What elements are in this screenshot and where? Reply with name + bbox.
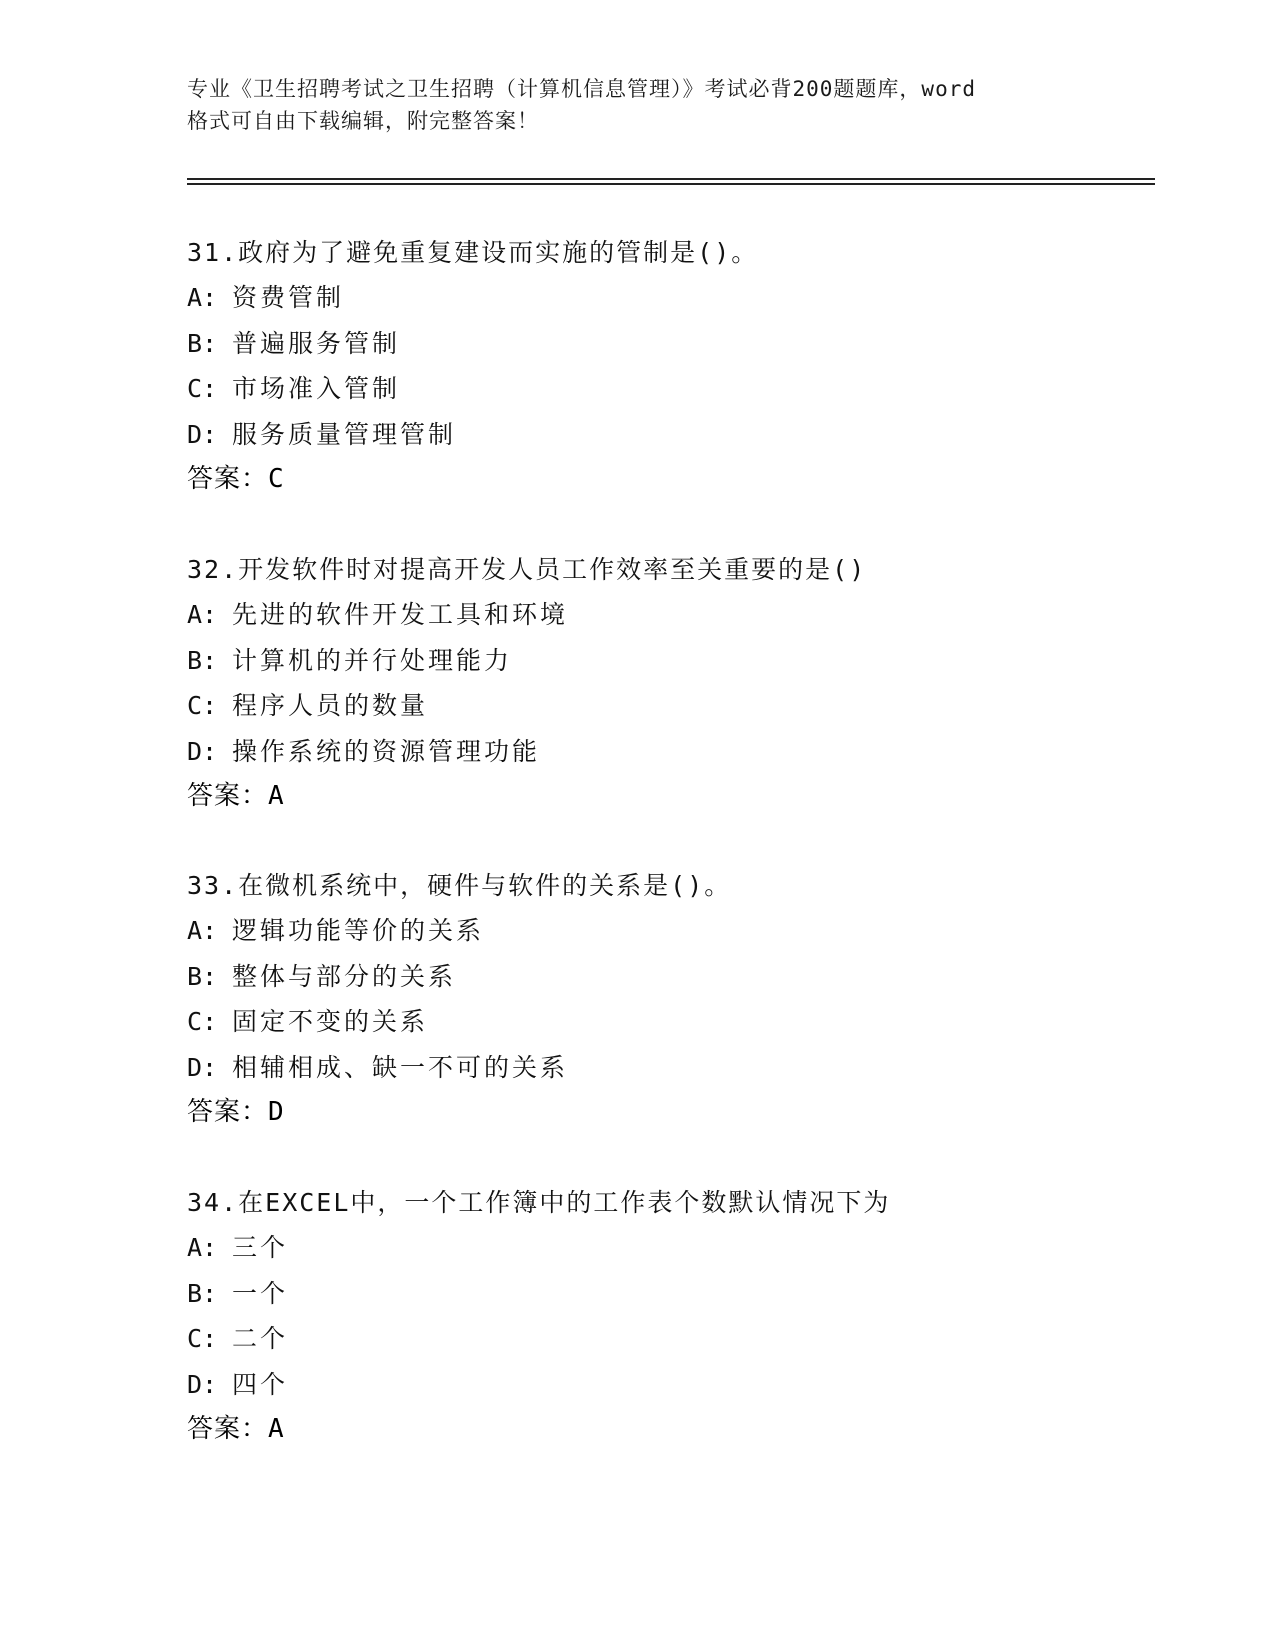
option-key: B: (187, 328, 218, 358)
option-key: D: (187, 1052, 218, 1082)
option-text: 计算机的并行处理能力 (232, 645, 513, 675)
answer-line (187, 1090, 1147, 1135)
answer-value: A (268, 781, 285, 811)
header-divider-bottom (187, 183, 1155, 185)
option-a (187, 908, 1147, 954)
answer-value: A (268, 1414, 285, 1444)
option-text: 程序人员的数量 (232, 691, 429, 720)
option-text: 普遍服务管制 (232, 328, 401, 358)
header-line-1: 专业《卫生招聘考试之卫生招聘（计算机信息管理）》考试必背200题题库，word (187, 77, 976, 101)
option-b (187, 954, 1147, 1000)
option-key: A: (187, 600, 218, 629)
answer-label: 答案： (187, 1097, 269, 1127)
option-key: B: (187, 645, 218, 675)
option-text: 一个 (232, 1278, 289, 1308)
option-key: B: (187, 961, 218, 991)
option-key: D: (187, 419, 218, 449)
option-c (187, 1316, 1147, 1362)
question-block (187, 547, 1147, 819)
option-c (187, 999, 1147, 1045)
question-block (187, 1180, 1147, 1452)
question-stem: 32.开发软件时对提高开发人员工作效率至关重要的是() (187, 555, 867, 584)
document-header (187, 73, 1087, 137)
option-key: B: (187, 1278, 218, 1308)
answer-label: 答案： (187, 464, 269, 494)
question-stem: 31.政府为了避免重复建设而实施的管制是()。 (187, 238, 759, 267)
option-b (187, 1271, 1147, 1317)
answer-line (187, 457, 1147, 502)
option-text: 整体与部分的关系 (232, 961, 457, 991)
answer-line (187, 1407, 1147, 1452)
option-key: A: (187, 283, 218, 312)
option-key: C: (187, 374, 218, 403)
option-text: 服务质量管理管制 (232, 419, 457, 449)
option-key: D: (187, 736, 218, 766)
option-key: D: (187, 1369, 218, 1399)
question-stem: 33.在微机系统中，硬件与软件的关系是()。 (187, 871, 732, 900)
option-c (187, 366, 1147, 412)
option-d (187, 412, 1147, 458)
option-text: 市场准入管制 (232, 374, 401, 403)
option-key: C: (187, 1324, 218, 1353)
option-text: 固定不变的关系 (232, 1007, 429, 1036)
question-stem: 34.在EXCEL中，一个工作簿中的工作表个数默认情况下为 (187, 1188, 891, 1217)
option-text: 资费管制 (232, 283, 345, 312)
option-b (187, 638, 1147, 684)
option-text: 二个 (232, 1324, 289, 1353)
option-text: 操作系统的资源管理功能 (232, 736, 541, 766)
option-d (187, 1045, 1147, 1091)
option-text: 相辅相成、缺一不可的关系 (232, 1052, 569, 1082)
option-a (187, 1225, 1147, 1271)
answer-value: D (268, 1097, 285, 1127)
question-block (187, 863, 1147, 1135)
answer-label: 答案： (187, 1414, 269, 1444)
answer-line (187, 774, 1147, 819)
answer-label: 答案： (187, 781, 269, 811)
option-a (187, 592, 1147, 638)
option-a (187, 275, 1147, 321)
answer-value: C (268, 464, 285, 494)
option-key: C: (187, 691, 218, 720)
option-key: A: (187, 916, 218, 945)
question-block (187, 230, 1147, 502)
header-divider-top (187, 178, 1155, 180)
option-text: 先进的软件开发工具和环境 (232, 600, 569, 629)
option-key: C: (187, 1007, 218, 1036)
option-d (187, 729, 1147, 775)
option-d (187, 1362, 1147, 1408)
option-text: 四个 (232, 1369, 289, 1399)
option-key: A: (187, 1233, 218, 1262)
option-c (187, 683, 1147, 729)
header-line-2: 格式可自由下载编辑，附完整答案！ (187, 109, 539, 133)
option-text: 逻辑功能等价的关系 (232, 916, 485, 945)
option-text: 三个 (232, 1233, 289, 1262)
option-b (187, 321, 1147, 367)
